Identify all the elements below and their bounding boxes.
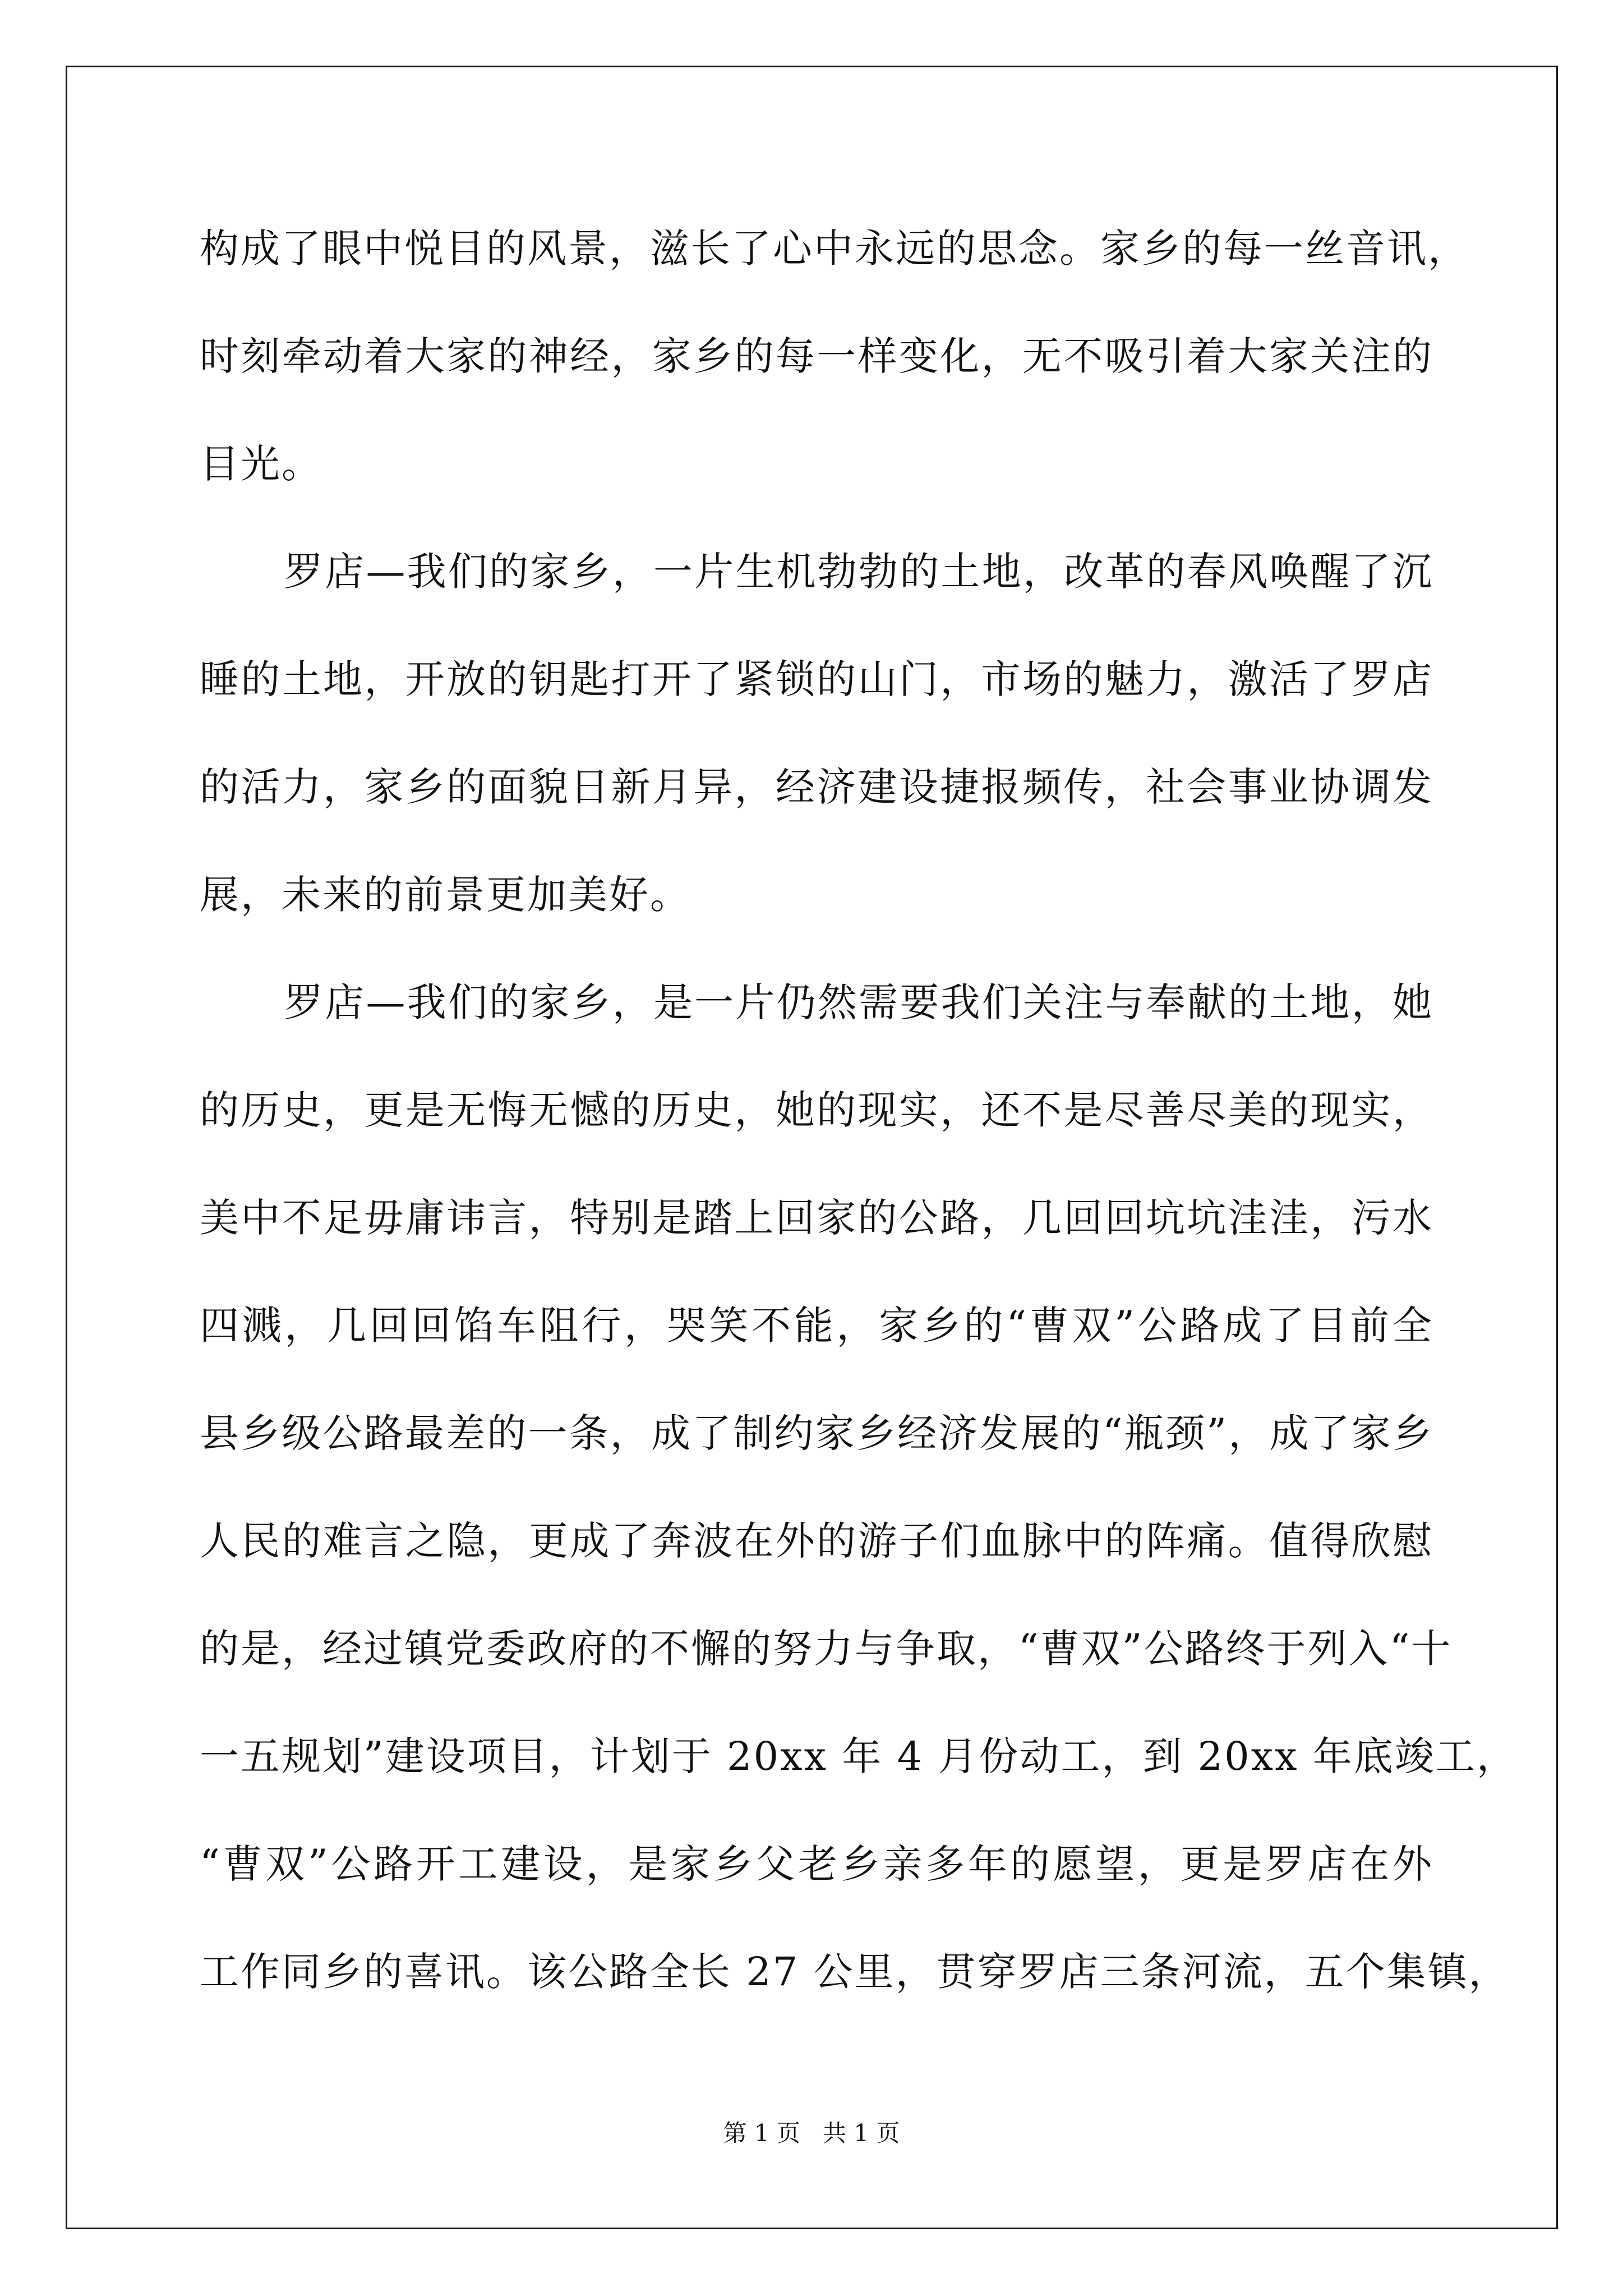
text-line: 一五规划”建设项目，计划于 20xx 年 4 月份动工，到 20xx 年底竣工， [200, 1733, 1518, 1779]
text-line: 四溅，几回回馅车阻行，哭笑不能，家乡的“曹双”公路成了目前全 [200, 1303, 1433, 1349]
text-line: 县乡级公路最差的一条，成了制约家乡经济发展的“瓶颈”，成了家乡 [200, 1410, 1433, 1456]
text-line: 人民的难言之隐，更成了奔波在外的游子们血脉中的阵痛。值得欣慰 [200, 1518, 1433, 1564]
text-line: 工作同乡的喜讯。该公路全长 27 公里，贯穿罗店三条河流，五个集镇， [200, 1949, 1510, 1995]
text-line: 睡的土地，开放的钥匙打开了紧锁的山门，市场的魅力，激活了罗店 [200, 656, 1433, 702]
paragraph-first-line: 罗店—我们的家乡，一片生机勃勃的土地，改革的春风唤醒了沉 [284, 549, 1433, 595]
text-line: 时刻牵动着大家的神经，家乡的每一样变化，无不吸引着大家关注的 [200, 333, 1433, 379]
text-line: 美中不足毋庸讳言，特别是踏上回家的公路，几回回坑坑洼洼，污水 [200, 1195, 1433, 1241]
text-line: 构成了眼中悦目的风景，滋长了心中永远的思念。家乡的每一丝音讯， [200, 226, 1469, 272]
text-line: “曹双”公路开工建设，是家乡父老乡亲多年的愿望，更是罗店在外 [200, 1841, 1433, 1887]
document-body [200, 220, 1518, 2051]
page-number-footer: 第 1 页 共 1 页 [723, 2119, 900, 2147]
text-line: 展，未来的前景更加美好。 [200, 872, 691, 918]
paragraph-first-line: 罗店—我们的家乡，是一片仍然需要我们关注与奉献的土地，她 [284, 979, 1433, 1025]
text-line: 的历史，更是无悔无憾的历史，她的现实，还不是尽善尽美的现实， [200, 1087, 1433, 1133]
text-line: 的是，经过镇党委政府的不懈的努力与争取，“曹双”公路终于列入“十 [200, 1626, 1453, 1672]
text-line: 的活力，家乡的面貌日新月异，经济建设捷报频传，社会事业协调发 [200, 764, 1433, 810]
text-line: 目光。 [200, 441, 322, 487]
